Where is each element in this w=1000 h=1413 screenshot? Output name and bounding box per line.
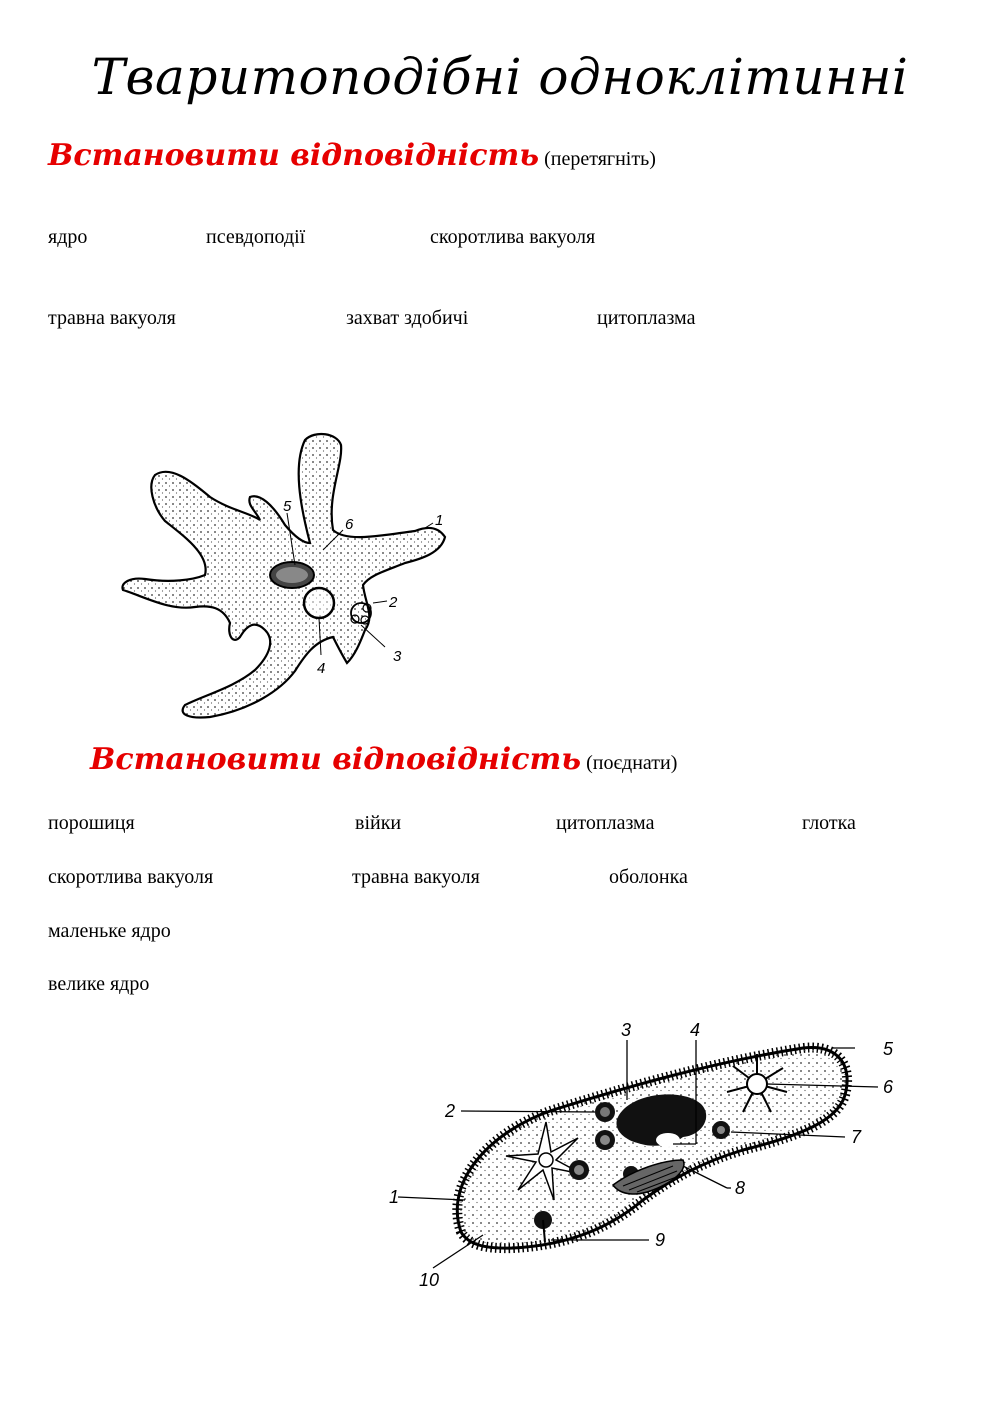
- paramecium-nucleus-notch: [656, 1133, 680, 1147]
- amoeba-label-6: 6: [345, 516, 354, 533]
- section1-heading: Встановити відповідність: [48, 138, 540, 173]
- amoeba-label-3: 3: [393, 648, 402, 665]
- term-cytoplasm-2[interactable]: цитоплазма: [556, 812, 655, 834]
- amoeba-label-2: 2: [389, 594, 398, 611]
- paramecium-digestive-vacuole-2-inner: [574, 1165, 584, 1175]
- term-pharynx[interactable]: глотка: [802, 812, 856, 834]
- term-contractile-vacuole-2[interactable]: скоротлива вакуоля: [48, 866, 214, 888]
- paramecium-label-10: 10: [419, 1270, 440, 1290]
- paramecium-digestive-vacuole-4-inner: [717, 1126, 725, 1134]
- amoeba-contractile-vacuole: [304, 588, 334, 618]
- paramecium-label-4: 4: [690, 1020, 701, 1040]
- paramecium-label-1: 1: [389, 1187, 400, 1207]
- amoeba-label-5: 5: [283, 498, 292, 515]
- term-macronucleus[interactable]: велике ядро: [48, 973, 150, 995]
- term-membrane[interactable]: оболонка: [609, 866, 688, 888]
- paramecium-label-3: 3: [621, 1020, 632, 1040]
- paramecium-digestive-vacuole-1-inner: [600, 1135, 610, 1145]
- section2-heading: Встановити відповідність: [90, 742, 582, 777]
- paramecium-label-8: 8: [735, 1178, 746, 1198]
- section1-header: [48, 138, 656, 173]
- term-micronucleus[interactable]: маленьке ядро: [48, 920, 171, 942]
- term-cytoplasm[interactable]: цитоплазма: [597, 307, 696, 329]
- section2-note: (поєднати): [586, 752, 678, 774]
- term-digestive-vacuole-2[interactable]: травна вакуоля: [352, 866, 480, 888]
- term-nucleus[interactable]: ядро: [48, 226, 88, 248]
- amoeba-label-1: 1: [435, 512, 444, 529]
- term-digestive-vacuole[interactable]: травна вакуоля: [48, 307, 176, 329]
- paramecium-diagram: [383, 1020, 900, 1295]
- term-anal-pore[interactable]: порошиця: [48, 812, 135, 834]
- amoeba-leader-2: [373, 601, 387, 603]
- amoeba-leader-3: [361, 625, 385, 647]
- paramecium-micronucleus-inner: [600, 1107, 610, 1117]
- term-pseudopodia[interactable]: псевдоподії: [206, 226, 306, 248]
- term-cilia[interactable]: війки: [355, 812, 402, 834]
- term-contractile-vacuole[interactable]: скоротлива вакуоля: [430, 226, 596, 248]
- paramecium-label-5: 5: [883, 1039, 894, 1059]
- amoeba-nucleus-inner: [276, 567, 308, 583]
- term-prey-capture[interactable]: захват здобичі: [346, 307, 469, 329]
- paramecium-label-9: 9: [655, 1230, 666, 1250]
- page-title: Тварumoподібні одноклітинні: [91, 48, 909, 106]
- paramecium-label-6: 6: [883, 1077, 894, 1097]
- amoeba-diagram: [115, 425, 460, 725]
- amoeba-label-4: 4: [317, 660, 326, 677]
- paramecium-label-2: 2: [445, 1101, 456, 1121]
- section2-header: [90, 742, 677, 777]
- paramecium-label-7: 7: [851, 1127, 862, 1147]
- section1-note: (перетягніть): [544, 148, 656, 170]
